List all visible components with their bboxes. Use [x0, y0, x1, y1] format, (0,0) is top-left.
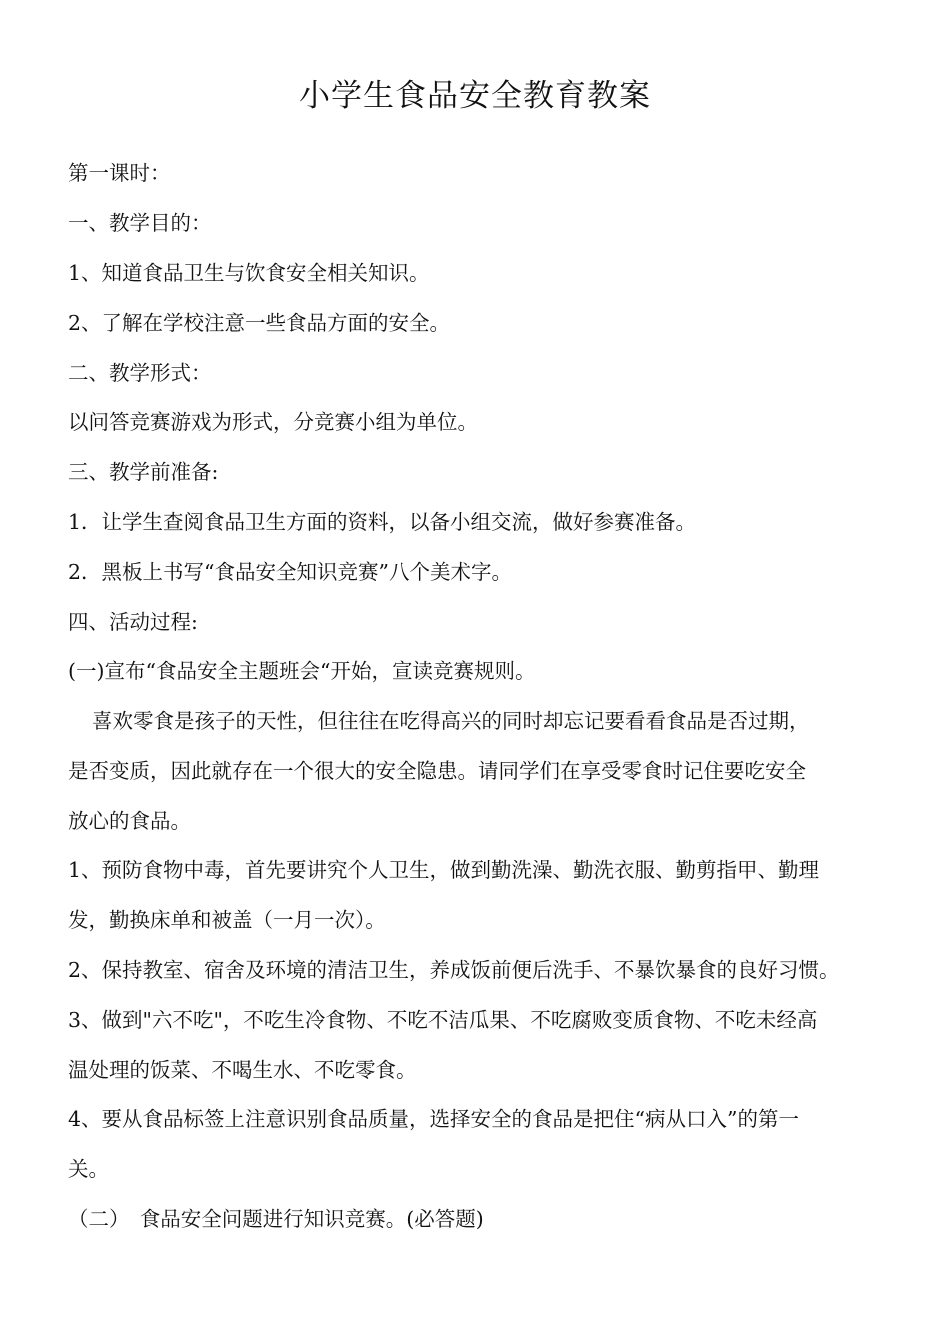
text-line: 以问答竞赛游戏为形式，分竞赛小组为单位。: [68, 410, 478, 434]
list-item-line: 发，勤换床单和被盖（一月一次）。: [68, 908, 386, 932]
list-item-line: 2、保持教室、宿舍及环境的清洁卫生，养成饭前便后洗手、不暴饮暴食的良好习惯。: [68, 958, 840, 982]
text-line-heading-process: 四、活动过程:: [68, 610, 198, 634]
text-line-heading-preparation: 三、教学前准备:: [68, 460, 219, 484]
text-line-section-two: （二） 食品安全问题进行知识竞赛。(必答题): [68, 1207, 484, 1231]
text-line: (一)宣布“食品安全主题班会“开始，宣读竞赛规则。: [68, 659, 536, 683]
document-title: 小学生食品安全教育教案: [299, 78, 651, 114]
list-item-line: 1、预防食物中毒，首先要讲究个人卫生，做到勤洗澡、勤洗衣服、勤剪指甲、勤理: [68, 858, 820, 882]
list-item-line: 3、做到"六不吃"，不吃生冷食物、不吃不洁瓜果、不吃腐败变质食物、不吃未经高: [68, 1008, 818, 1032]
list-item-line: 温处理的饭菜、不喝生水、不吃零食。: [68, 1058, 417, 1082]
list-item-line: 4、要从食品标签上注意识别食品质量，选择安全的食品是把住“病从口入”的第一: [68, 1107, 800, 1131]
text-line: 1．让学生查阅食品卫生方面的资料，以备小组交流，做好参赛准备。: [68, 510, 697, 534]
text-line-heading-objectives: 一、教学目的：: [68, 211, 212, 235]
text-line-heading-form: 二、教学形式：: [68, 361, 212, 385]
paragraph-line: 喜欢零食是孩子的天性，但往往在吃得高兴的同时却忘记要看看食品是否过期，: [92, 709, 810, 733]
text-line: 2．黑板上书写“食品安全知识竞赛”八个美术字。: [68, 560, 513, 584]
paragraph-line: 是否变质，因此就存在一个很大的安全隐患。请同学们在享受零食时记住要吃安全: [68, 759, 806, 783]
list-item-line: 关。: [68, 1157, 109, 1181]
paragraph-line: 放心的食品。: [68, 809, 191, 833]
text-line: 1、知道食品卫生与饮食安全相关知识。: [68, 261, 430, 285]
text-line: 2、了解在学校注意一些食品方面的安全。: [68, 311, 451, 335]
text-line-lesson: 第一课时：: [68, 161, 171, 185]
